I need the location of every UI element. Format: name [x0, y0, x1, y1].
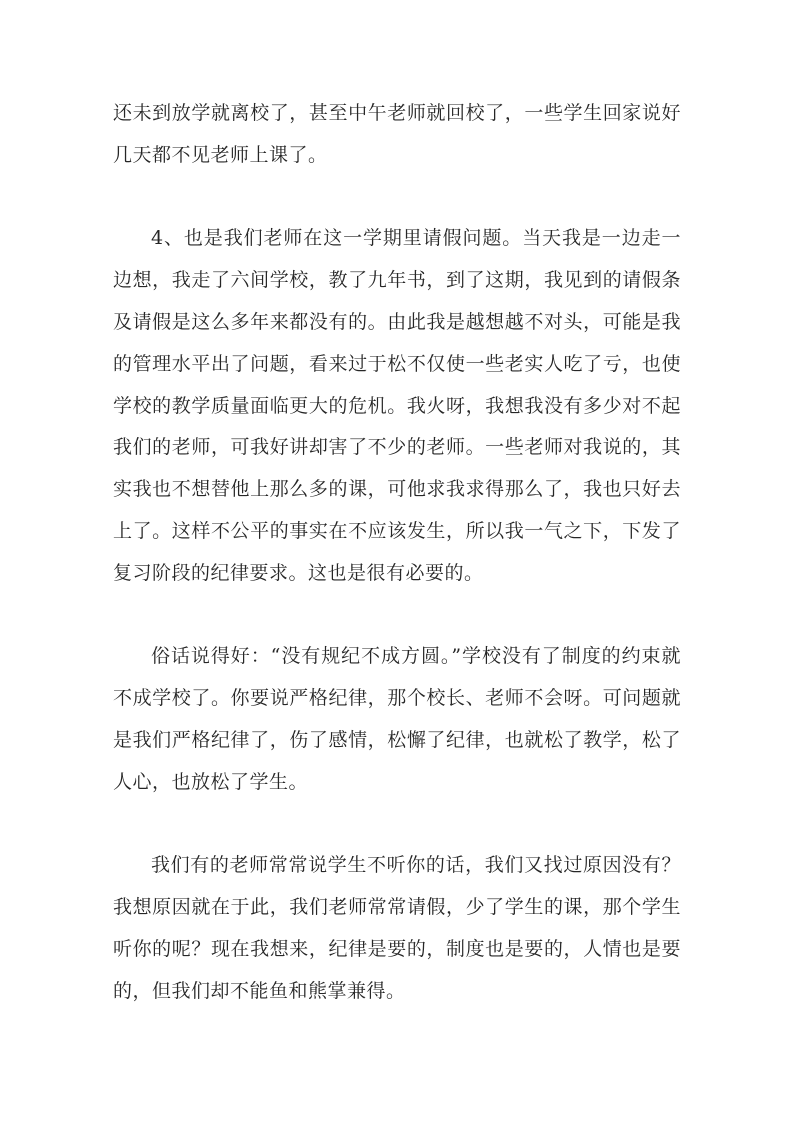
paragraph-item-4: 4、也是我们老师在这一学期里请假问题。当天我是一边走一边想，我走了六间学校，教了九年书，到了这期，我见到的请假条及请假是这么多年来都没有的。由此我是越想越不对头，可能是我的管理水平出了问题，看来过于松不仅使一些老实人吃了亏，也使学校的教学质量面临更大的危机。我火呀，我想我没有多少对不起我们的老师，可我好讲却害了不少的老师。一些老师对我说的，其实我也不想替他上那么多的课，可他求我求得那么了，我也只好去上了。这样不公平的事实在不应该发生，所以我一气之下，下发了复习阶段的纪律要求。这也是很有必要的。	[113, 227, 681, 584]
paragraph-continuation: 还未到放学就离校了，甚至中午老师就回校了，一些学生回家说好几天都不见老师上课了。	[113, 102, 681, 166]
paragraph-conclusion: 我们有的老师常常说学生不听你的话，我们又找过原因没有？我想原因就在于此，我们老师常常请假，少了学生的课，那个学生听你的呢？现在我想来，纪律是要的，制度也是要的，人情也是要的，但我们却不能鱼和熊掌兼得。	[113, 854, 681, 1002]
paragraph-proverb: 俗话说得好：“没有规纪不成方圆。”学校没有了制度的约束就不成学校了。你要说严格纪律，那个校长、老师不会呀。可问题就是我们严格纪律了，伤了感情，松懈了纪律，也就松了教学，松了人心，也放松了学生。	[113, 645, 681, 793]
